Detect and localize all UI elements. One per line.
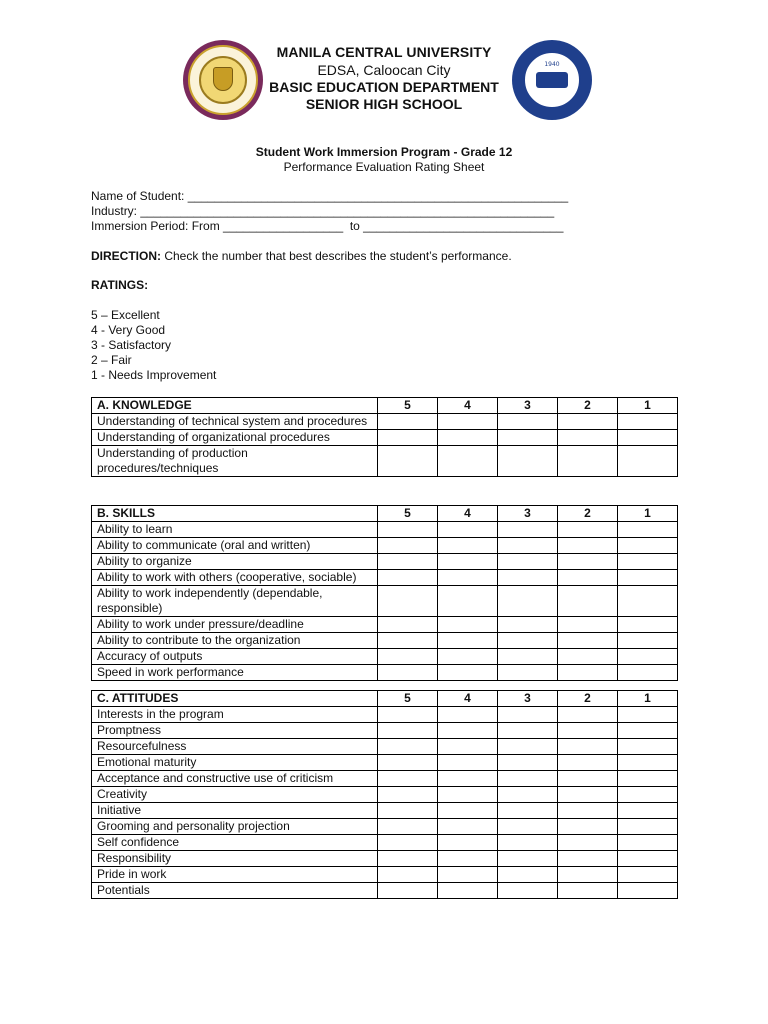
rating-cell-3[interactable]: [498, 851, 558, 867]
criterion-label: Initiative: [92, 803, 378, 819]
section-title: C. ATTITUDES: [92, 691, 378, 707]
rating-cell-3[interactable]: [498, 723, 558, 739]
rating-cell-4[interactable]: [438, 554, 498, 570]
skills-table: [91, 505, 678, 681]
rating-cell-1[interactable]: [618, 570, 678, 586]
criterion-label: Resourcefulness: [92, 739, 378, 755]
section-title: A. KNOWLEDGE: [92, 398, 378, 414]
rating-cell-5[interactable]: [378, 851, 438, 867]
rating-cell-3[interactable]: [498, 586, 558, 617]
rating-column-header: 2: [558, 398, 618, 414]
rating-cell-3[interactable]: [498, 633, 558, 649]
rating-cell-4[interactable]: [438, 586, 498, 617]
criterion-label: Creativity: [92, 787, 378, 803]
industry-field[interactable]: Industry: ______________________________________________________________: [91, 204, 555, 218]
rating-cell-1[interactable]: [618, 787, 678, 803]
criterion-row: [92, 570, 678, 586]
rating-cell-2[interactable]: [558, 414, 618, 430]
rating-cell-1[interactable]: [618, 665, 678, 681]
section-header-row: [92, 691, 678, 707]
rating-cell-5[interactable]: [378, 739, 438, 755]
criterion-label: Potentials: [92, 883, 378, 899]
rating-cell-5[interactable]: [378, 755, 438, 771]
rating-cell-2[interactable]: [558, 835, 618, 851]
rating-cell-2[interactable]: [558, 554, 618, 570]
rating-cell-2[interactable]: [558, 538, 618, 554]
rating-cell-1[interactable]: [618, 554, 678, 570]
criterion-label: Acceptance and constructive use of criticism: [92, 771, 378, 787]
rating-column-header: 1: [618, 506, 678, 522]
rating-cell-5[interactable]: [378, 819, 438, 835]
rating-cell-1[interactable]: [618, 883, 678, 899]
rating-cell-1[interactable]: [618, 522, 678, 538]
rating-cell-3[interactable]: [498, 803, 558, 819]
rating-cell-3[interactable]: [498, 739, 558, 755]
rating-cell-5[interactable]: [378, 617, 438, 633]
rating-cell-4[interactable]: [438, 771, 498, 787]
school-name: SENIOR HIGH SCHOOL: [305, 96, 463, 112]
rating-cell-2[interactable]: [558, 430, 618, 446]
criterion-label: Interests in the program: [92, 707, 378, 723]
criterion-label: Ability to organize: [92, 554, 378, 570]
rating-cell-4[interactable]: [438, 414, 498, 430]
rating-item: 5 – Excellent: [91, 308, 160, 322]
rating-cell-1[interactable]: [618, 755, 678, 771]
rating-cell-2[interactable]: [558, 787, 618, 803]
direction-label: DIRECTION:: [91, 249, 161, 263]
rating-column-header: 2: [558, 691, 618, 707]
sheet-title: Performance Evaluation Rating Sheet: [283, 160, 485, 174]
rating-cell-5[interactable]: [378, 522, 438, 538]
rating-cell-3[interactable]: [498, 570, 558, 586]
rating-cell-5[interactable]: [378, 707, 438, 723]
section-header-row: [92, 506, 678, 522]
rating-column-header: 3: [498, 398, 558, 414]
rating-cell-3[interactable]: [498, 554, 558, 570]
rating-cell-2[interactable]: [558, 707, 618, 723]
criterion-label: Speed in work performance: [92, 665, 378, 681]
rating-cell-1[interactable]: [618, 414, 678, 430]
rating-cell-4[interactable]: [438, 633, 498, 649]
criterion-row: [92, 883, 678, 899]
rating-cell-1[interactable]: [618, 739, 678, 755]
rating-cell-2[interactable]: [558, 617, 618, 633]
rating-cell-3[interactable]: [498, 617, 558, 633]
rating-cell-3[interactable]: [498, 446, 558, 477]
rating-cell-4[interactable]: [438, 787, 498, 803]
rating-column-header: 2: [558, 506, 618, 522]
rating-column-header: 4: [438, 691, 498, 707]
rating-cell-2[interactable]: [558, 570, 618, 586]
criterion-row: [92, 446, 678, 477]
rating-cell-1[interactable]: [618, 723, 678, 739]
rating-cell-2[interactable]: [558, 883, 618, 899]
criterion-label: Accuracy of outputs: [92, 649, 378, 665]
rating-cell-2[interactable]: [558, 867, 618, 883]
criterion-label: Ability to work under pressure/deadline: [92, 617, 378, 633]
rating-cell-2[interactable]: [558, 755, 618, 771]
criterion-label: Promptness: [92, 723, 378, 739]
criterion-label: Understanding of technical system and procedures: [92, 414, 378, 430]
rating-cell-3[interactable]: [498, 755, 558, 771]
rating-cell-2[interactable]: [558, 803, 618, 819]
rating-cell-2[interactable]: [558, 665, 618, 681]
rating-cell-4[interactable]: [438, 430, 498, 446]
criterion-row: [92, 414, 678, 430]
rating-cell-4[interactable]: [438, 570, 498, 586]
rating-cell-5[interactable]: [378, 723, 438, 739]
rating-cell-3[interactable]: [498, 430, 558, 446]
rating-cell-4[interactable]: [438, 617, 498, 633]
rating-cell-2[interactable]: [558, 771, 618, 787]
criterion-row: [92, 787, 678, 803]
rating-item: 1 - Needs Improvement: [91, 368, 217, 382]
criterion-label: Ability to work with others (cooperative, sociable): [92, 570, 378, 586]
rating-cell-3[interactable]: [498, 665, 558, 681]
criterion-row: [92, 819, 678, 835]
rating-cell-1[interactable]: [618, 707, 678, 723]
rating-cell-1[interactable]: [618, 803, 678, 819]
university-name: MANILA CENTRAL UNIVERSITY: [276, 44, 492, 60]
criterion-row: [92, 723, 678, 739]
direction-text: Check the number that best describes the student’s performance.: [164, 249, 512, 263]
criterion-label: Responsibility: [92, 851, 378, 867]
rating-cell-1[interactable]: [618, 538, 678, 554]
criterion-row: [92, 771, 678, 787]
rating-cell-5[interactable]: [378, 665, 438, 681]
rating-cell-2[interactable]: [558, 446, 618, 477]
rating-cell-4[interactable]: [438, 739, 498, 755]
criterion-row: [92, 803, 678, 819]
criterion-label: Understanding of organizational procedures: [92, 430, 378, 446]
rating-cell-3[interactable]: [498, 883, 558, 899]
rating-cell-1[interactable]: [618, 430, 678, 446]
rating-cell-1[interactable]: [618, 851, 678, 867]
criterion-label: Ability to communicate (oral and written): [92, 538, 378, 554]
rating-cell-1[interactable]: [618, 771, 678, 787]
rating-cell-4[interactable]: [438, 883, 498, 899]
direction: [91, 249, 512, 263]
criterion-row: [92, 649, 678, 665]
criterion-label: Emotional maturity: [92, 755, 378, 771]
rating-cell-4[interactable]: [438, 835, 498, 851]
rating-cell-2[interactable]: [558, 522, 618, 538]
rating-column-header: 5: [378, 506, 438, 522]
rating-cell-3[interactable]: [498, 771, 558, 787]
ratings-title: RATINGS:: [91, 278, 149, 292]
rating-column-header: 5: [378, 691, 438, 707]
rating-cell-5[interactable]: [378, 649, 438, 665]
rating-cell-4[interactable]: [438, 649, 498, 665]
rating-cell-5[interactable]: [378, 633, 438, 649]
rating-cell-4[interactable]: [438, 803, 498, 819]
criterion-row: [92, 851, 678, 867]
criterion-row: [92, 586, 678, 617]
criterion-row: [92, 538, 678, 554]
rating-cell-2[interactable]: [558, 633, 618, 649]
rating-cell-3[interactable]: [498, 707, 558, 723]
rating-cell-1[interactable]: [618, 835, 678, 851]
rating-cell-1[interactable]: [618, 819, 678, 835]
criterion-row: [92, 617, 678, 633]
rating-column-header: 3: [498, 691, 558, 707]
rating-cell-5[interactable]: [378, 771, 438, 787]
rating-column-header: 4: [438, 398, 498, 414]
rating-cell-2[interactable]: [558, 723, 618, 739]
program-title: Student Work Immersion Program - Grade 12: [255, 145, 513, 159]
criterion-row: [92, 835, 678, 851]
rating-cell-4[interactable]: [438, 723, 498, 739]
rating-cell-5[interactable]: [378, 414, 438, 430]
rating-cell-1[interactable]: [618, 633, 678, 649]
rating-column-header: 5: [378, 398, 438, 414]
criterion-label: Grooming and personality projection: [92, 819, 378, 835]
rating-column-header: 1: [618, 398, 678, 414]
rating-column-header: 3: [498, 506, 558, 522]
rating-cell-3[interactable]: [498, 835, 558, 851]
rating-cell-3[interactable]: [498, 538, 558, 554]
rating-cell-5[interactable]: [378, 430, 438, 446]
rating-cell-3[interactable]: [498, 649, 558, 665]
rating-cell-1[interactable]: [618, 586, 678, 617]
rating-cell-4[interactable]: [438, 665, 498, 681]
criterion-row: [92, 739, 678, 755]
criterion-row: [92, 707, 678, 723]
rating-cell-5[interactable]: [378, 538, 438, 554]
attitudes-table: [91, 690, 678, 899]
rating-cell-5[interactable]: [378, 867, 438, 883]
rating-cell-4[interactable]: [438, 867, 498, 883]
rating-cell-1[interactable]: [618, 617, 678, 633]
knowledge-table: [91, 397, 678, 477]
rating-column-header: 1: [618, 691, 678, 707]
criterion-row: [92, 665, 678, 681]
rating-cell-3[interactable]: [498, 867, 558, 883]
rating-item: 3 - Satisfactory: [91, 338, 172, 352]
criterion-row: [92, 522, 678, 538]
criterion-label: Pride in work: [92, 867, 378, 883]
rating-cell-5[interactable]: [378, 803, 438, 819]
criterion-row: [92, 633, 678, 649]
rating-cell-1[interactable]: [618, 446, 678, 477]
section-header-row: [92, 398, 678, 414]
rating-cell-5[interactable]: [378, 446, 438, 477]
criterion-row: [92, 867, 678, 883]
university-address: EDSA, Caloocan City: [317, 62, 451, 78]
student-name-field[interactable]: Name of Student: _________________________________________________________: [91, 189, 569, 203]
rating-cell-5[interactable]: [378, 554, 438, 570]
rating-cell-3[interactable]: [498, 414, 558, 430]
rating-cell-2[interactable]: [558, 649, 618, 665]
rating-cell-4[interactable]: [438, 819, 498, 835]
rating-cell-4[interactable]: [438, 522, 498, 538]
department-name: BASIC EDUCATION DEPARTMENT: [269, 79, 499, 95]
immersion-period-field[interactable]: Immersion Period: From __________________ to ______________________________: [91, 219, 564, 233]
rating-column-header: 4: [438, 506, 498, 522]
criterion-label: Ability to learn: [92, 522, 378, 538]
criterion-label: Self confidence: [92, 835, 378, 851]
rating-cell-5[interactable]: [378, 586, 438, 617]
rating-cell-4[interactable]: [438, 538, 498, 554]
rating-cell-2[interactable]: [558, 851, 618, 867]
rating-cell-4[interactable]: [438, 851, 498, 867]
criterion-row: [92, 430, 678, 446]
rating-cell-5[interactable]: [378, 883, 438, 899]
rating-cell-3[interactable]: [498, 819, 558, 835]
rating-cell-2[interactable]: [558, 739, 618, 755]
rating-cell-2[interactable]: [558, 819, 618, 835]
seal-year: 1940: [544, 61, 560, 68]
rating-item: 4 - Very Good: [91, 323, 166, 337]
rating-cell-1[interactable]: [618, 867, 678, 883]
rating-cell-2[interactable]: [558, 586, 618, 617]
rating-cell-5[interactable]: [378, 835, 438, 851]
section-title: B. SKILLS: [92, 506, 378, 522]
rating-item: 2 – Fair: [91, 353, 132, 367]
rating-cell-5[interactable]: [378, 570, 438, 586]
rating-cell-5[interactable]: [378, 787, 438, 803]
criterion-label: Understanding of production procedures/techniques: [92, 446, 378, 477]
criterion-row: [92, 755, 678, 771]
criterion-row: [92, 554, 678, 570]
rating-cell-3[interactable]: [498, 522, 558, 538]
criterion-label: Ability to work independently (dependable, responsible): [92, 586, 378, 617]
rating-cell-4[interactable]: [438, 707, 498, 723]
rating-cell-3[interactable]: [498, 787, 558, 803]
rating-cell-4[interactable]: [438, 446, 498, 477]
rating-cell-1[interactable]: [618, 649, 678, 665]
criterion-label: Ability to contribute to the organization: [92, 633, 378, 649]
rating-cell-4[interactable]: [438, 755, 498, 771]
